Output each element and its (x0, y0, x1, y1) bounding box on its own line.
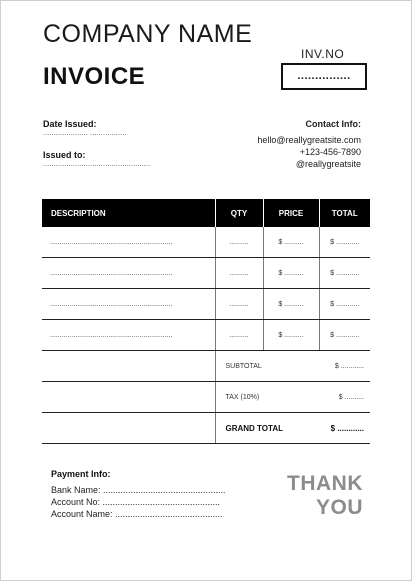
tax-label: TAX (10%) (215, 382, 319, 413)
grand-total-value[interactable]: $ ............ (319, 413, 370, 444)
item-total[interactable]: $ ............ (319, 289, 370, 320)
invoice-number-box[interactable] (281, 63, 367, 90)
tax-spacer (42, 382, 215, 413)
column-header-description: DESCRIPTION (42, 199, 215, 227)
item-description[interactable]: ............................................................... (42, 289, 215, 320)
invoice-number-value: ............... (297, 70, 351, 82)
subtotal-row (42, 351, 370, 382)
item-qty[interactable]: .......... (215, 320, 263, 351)
grand-total-label: GRAND TOTAL (215, 413, 319, 444)
table-row (42, 289, 370, 320)
thank-you-line-2: YOU (315, 496, 363, 519)
contact-info-label: Contact Info: (305, 119, 361, 129)
column-header-qty: QTY (215, 199, 263, 227)
grand-total-row (42, 413, 370, 444)
item-price[interactable]: $ .......... (263, 227, 319, 258)
issued-to-value[interactable]: .................................................. (43, 161, 151, 168)
bank-name-field[interactable]: Bank Name: ................................................. (51, 485, 226, 495)
item-description[interactable]: ............................................................... (42, 320, 215, 351)
item-description[interactable]: ............................................................... (42, 227, 215, 258)
subtotal-value[interactable]: $ ............ (319, 351, 370, 382)
item-total[interactable]: $ ............ (319, 320, 370, 351)
account-name-field[interactable]: Account Name: ........................................... (51, 509, 223, 519)
invoice-number-label: INV.NO (301, 47, 345, 61)
item-description[interactable]: ............................................................... (42, 258, 215, 289)
item-qty[interactable]: .......... (215, 227, 263, 258)
subtotal-spacer (42, 351, 215, 382)
payment-info-label: Payment Info: (51, 469, 111, 479)
issued-to-label: Issued to: (43, 150, 86, 160)
column-header-total: TOTAL (319, 199, 370, 227)
date-issued-label: Date Issued: (43, 119, 97, 129)
date-issued-value[interactable]: ..................... ................. (43, 130, 127, 137)
subtotal-label: SUBTOTAL (215, 351, 319, 382)
item-price[interactable]: $ .......... (263, 289, 319, 320)
item-total[interactable]: $ ............ (319, 227, 370, 258)
tax-row (42, 382, 370, 413)
item-qty[interactable]: .......... (215, 289, 263, 320)
invoice-title: INVOICE (43, 63, 146, 90)
contact-email[interactable]: hello@reallygreatsite.com (257, 135, 361, 145)
table-row (42, 320, 370, 351)
table-row (42, 258, 370, 289)
item-price[interactable]: $ .......... (263, 258, 319, 289)
thank-you-line-1: THANK (287, 472, 363, 495)
item-total[interactable]: $ ............ (319, 258, 370, 289)
company-name: COMPANY NAME (43, 20, 253, 48)
account-number-field[interactable]: Account No: ............................................... (51, 497, 221, 507)
item-price[interactable]: $ .......... (263, 320, 319, 351)
thank-you-text (269, 472, 363, 520)
column-header-price: PRICE (263, 199, 319, 227)
tax-value[interactable]: $ .......... (319, 382, 370, 413)
items-table (42, 199, 370, 444)
table-row (42, 227, 370, 258)
contact-phone[interactable]: +123-456-7890 (299, 147, 361, 157)
table-header-row (42, 199, 370, 227)
grand-total-spacer (42, 413, 215, 444)
item-qty[interactable]: .......... (215, 258, 263, 289)
contact-handle[interactable]: @reallygreatsite (295, 159, 361, 169)
